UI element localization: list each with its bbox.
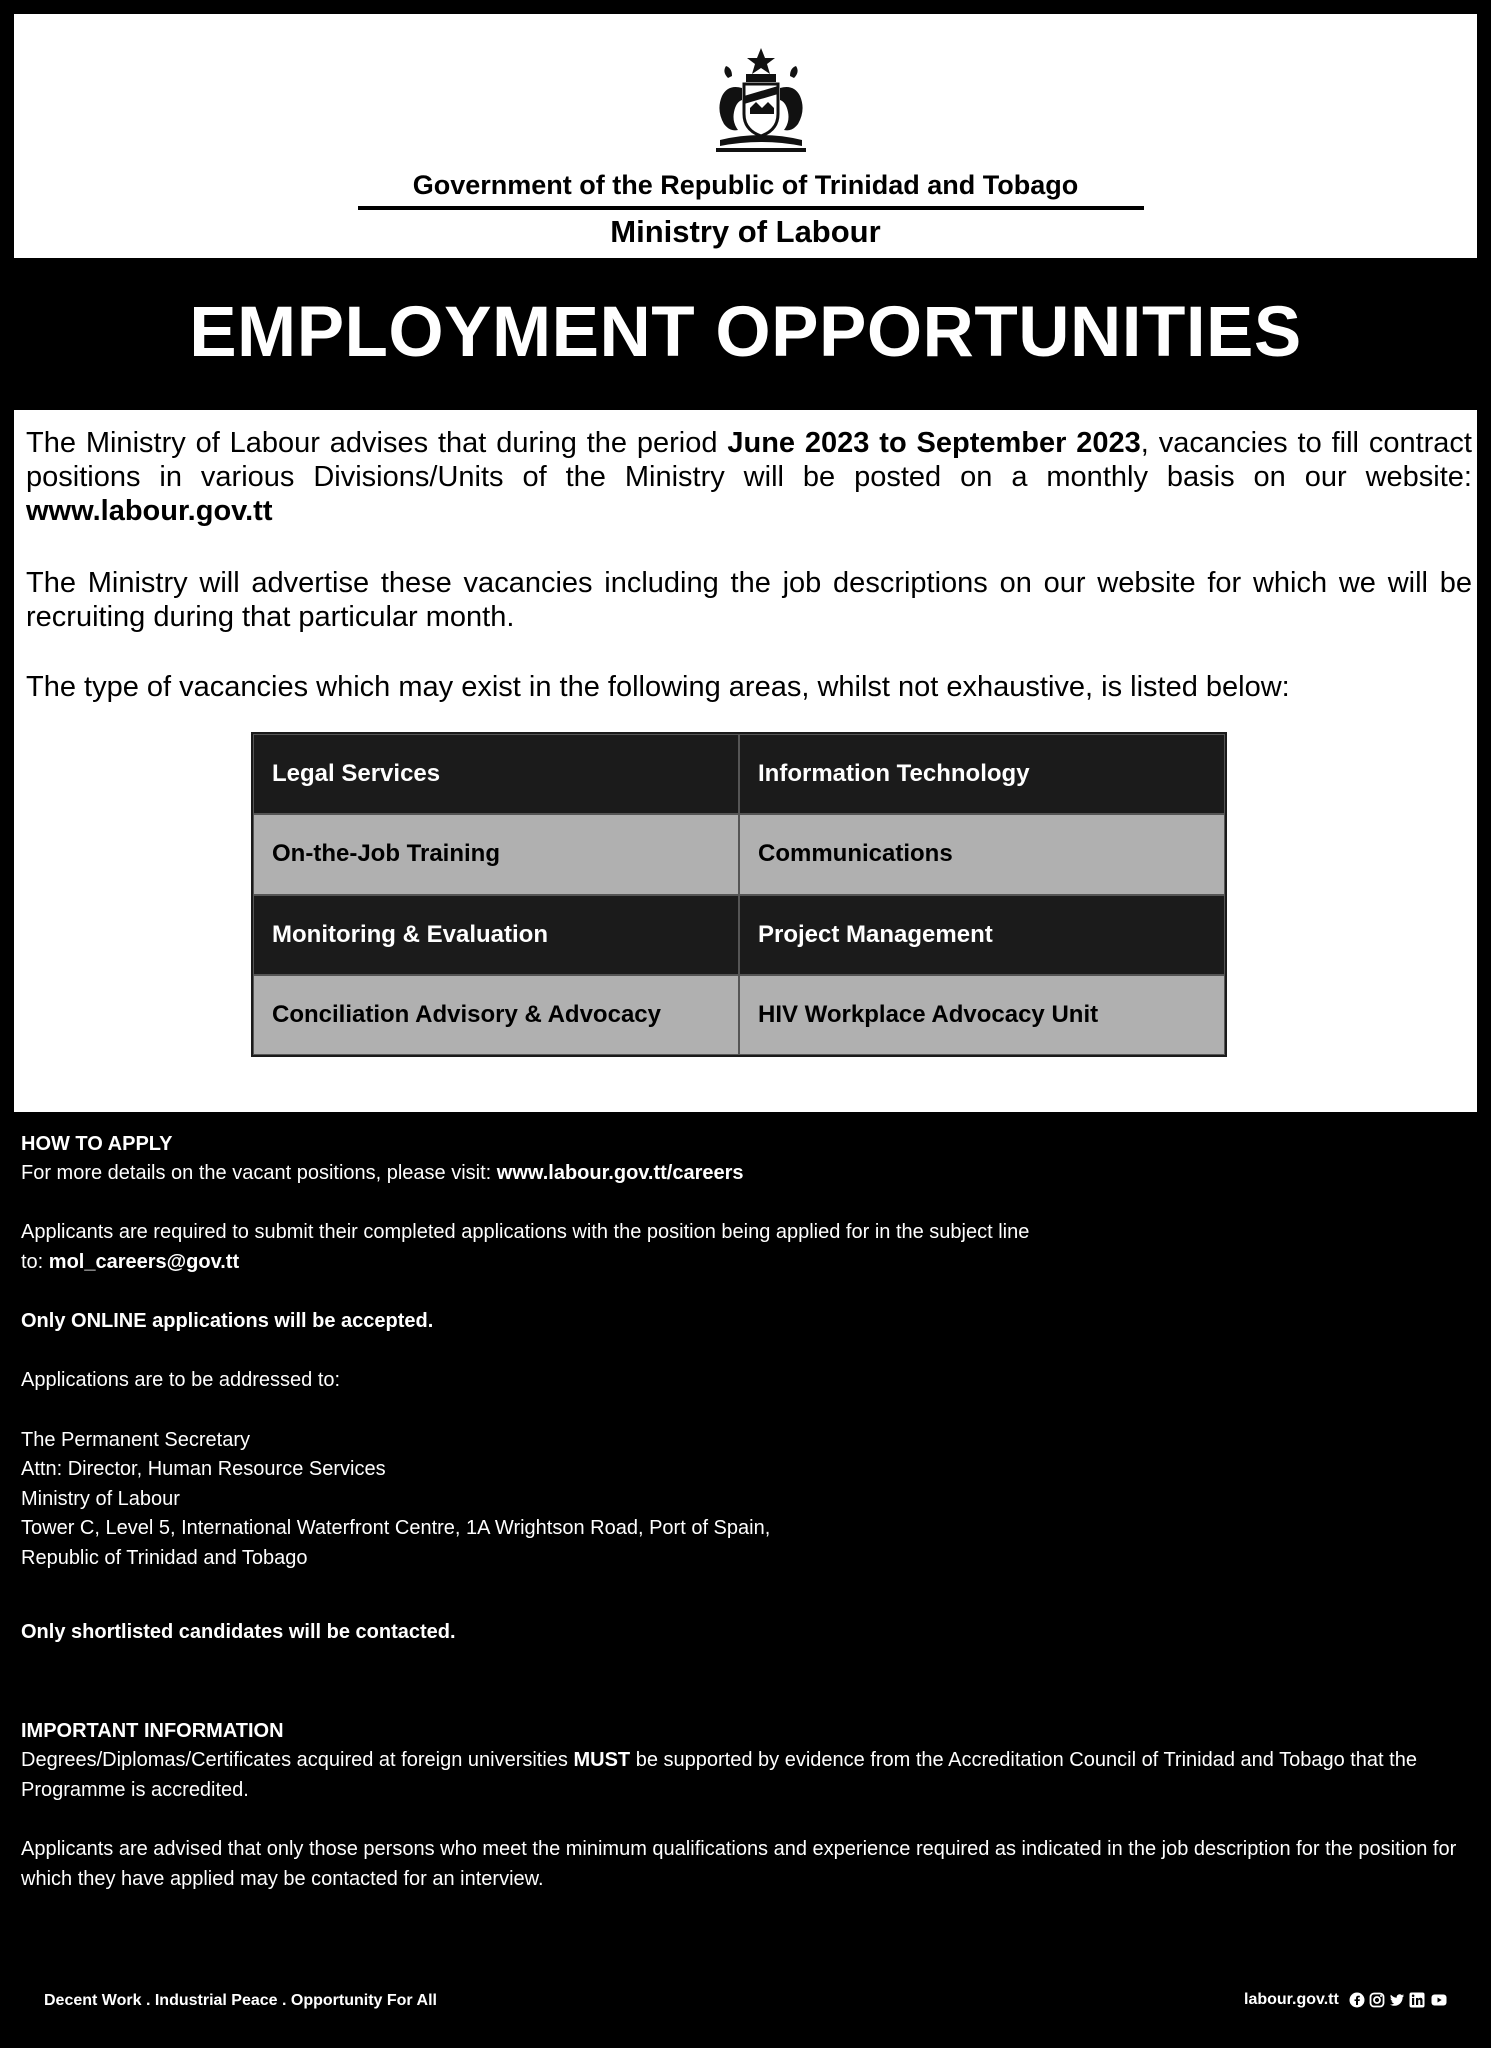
online-only-notice: Only ONLINE applications will be accepted. (21, 1310, 434, 1332)
footer-links (1244, 1988, 1449, 2012)
area-cell: Communications (739, 814, 1225, 894)
government-title: Government of the Republic of Trinidad and Tobago (412, 170, 1079, 200)
intro-paragraph-3: The type of vacancies which may exist in the following areas, whilst not exhaustive, is listed below: (26, 671, 1290, 703)
area-cell: Project Management (739, 895, 1225, 975)
linkedin-icon[interactable] (1409, 1992, 1425, 2008)
area-cell: Legal Services (253, 734, 739, 814)
recruitment-period: June 2023 to September 2023 (727, 427, 1141, 459)
facebook-icon[interactable] (1349, 1992, 1365, 2008)
must-emphasis: MUST (573, 1749, 631, 1771)
submit-line-2 (21, 1248, 1476, 1278)
careers-link[interactable]: www.labour.gov.tt/careers (496, 1162, 744, 1184)
area-cell: Monitoring & Evaluation (253, 895, 739, 975)
ministry-title: Ministry of Labour (610, 214, 881, 249)
advised-notice: Applicants are advised that only those persons who meet the minimum qualifications and experience required as indicated in the job description for the position for which they have applied may be contacted for an interview. (21, 1838, 1457, 1890)
area-cell: Conciliation Advisory & Advocacy (253, 975, 739, 1055)
address-line: The Permanent Secretary (21, 1429, 250, 1451)
intro-paragraph-1 (26, 426, 1472, 528)
address-line: Ministry of Labour (21, 1488, 180, 1510)
page-headline: EMPLOYMENT OPPORTUNITIES (189, 293, 1302, 372)
how-to-apply-heading: HOW TO APPLY (21, 1133, 173, 1155)
careers-email-link[interactable]: mol_careers@gov.tt (48, 1251, 240, 1273)
submit-to-text: to: (21, 1251, 49, 1273)
header-banner (14, 14, 1477, 258)
details-text: For more details on the vacant positions, please visit: (21, 1162, 497, 1184)
area-cell: On-the-Job Training (253, 814, 739, 894)
footer-site-link[interactable]: labour.gov.tt (1244, 1991, 1339, 2008)
vacancy-areas-table (251, 732, 1227, 1057)
intro-text: The Ministry of Labour advises that during the period (26, 427, 728, 459)
website-link[interactable]: www.labour.gov.tt (26, 495, 273, 527)
degrees-text: be supported by evidence from the Accreditation Council of Trinidad and Tobago that the Programme is accredited. (21, 1749, 1417, 1801)
address-line: Attn: Director, Human Resource Services (21, 1458, 386, 1480)
degrees-text: Degrees/Diplomas/Certificates acquired at foreign universities (21, 1749, 574, 1771)
youtube-icon[interactable] (1429, 1992, 1449, 2008)
area-cell: Information Technology (739, 734, 1225, 814)
footer-slogan: Decent Work . Industrial Peace . Opportunity For All (44, 1992, 437, 2009)
important-heading: IMPORTANT INFORMATION (21, 1720, 284, 1742)
address-line: Republic of Trinidad and Tobago (21, 1547, 308, 1569)
addressed-to: Applications are to be addressed to: (21, 1369, 341, 1391)
instagram-icon[interactable] (1369, 1992, 1385, 2008)
submit-line-1: Applicants are required to submit their completed applications with the position being applied for in the subject line (21, 1221, 1030, 1243)
address-line: Tower C, Level 5, International Waterfront Centre, 1A Wrightson Road, Port of Spain, (21, 1517, 771, 1539)
details-line (21, 1159, 1476, 1189)
intro-section (14, 410, 1477, 1112)
intro-text: , vacancies to fill contract positions in various Divisions/Units of the Ministry will be posted on a monthly basis on our website: (26, 427, 1472, 493)
degrees-notice (21, 1746, 1476, 1805)
shortlisted-notice: Only shortlisted candidates will be contacted. (21, 1621, 456, 1643)
title-divider (358, 206, 1144, 210)
twitter-icon[interactable] (1389, 1992, 1405, 2008)
coat-of-arms-icon (706, 44, 816, 156)
intro-paragraph-2: The Ministry will advertise these vacancies including the job descriptions on our website for which we will be recruiting during that particular month. (26, 567, 1472, 633)
area-cell: HIV Workplace Advocacy Unit (739, 975, 1225, 1055)
